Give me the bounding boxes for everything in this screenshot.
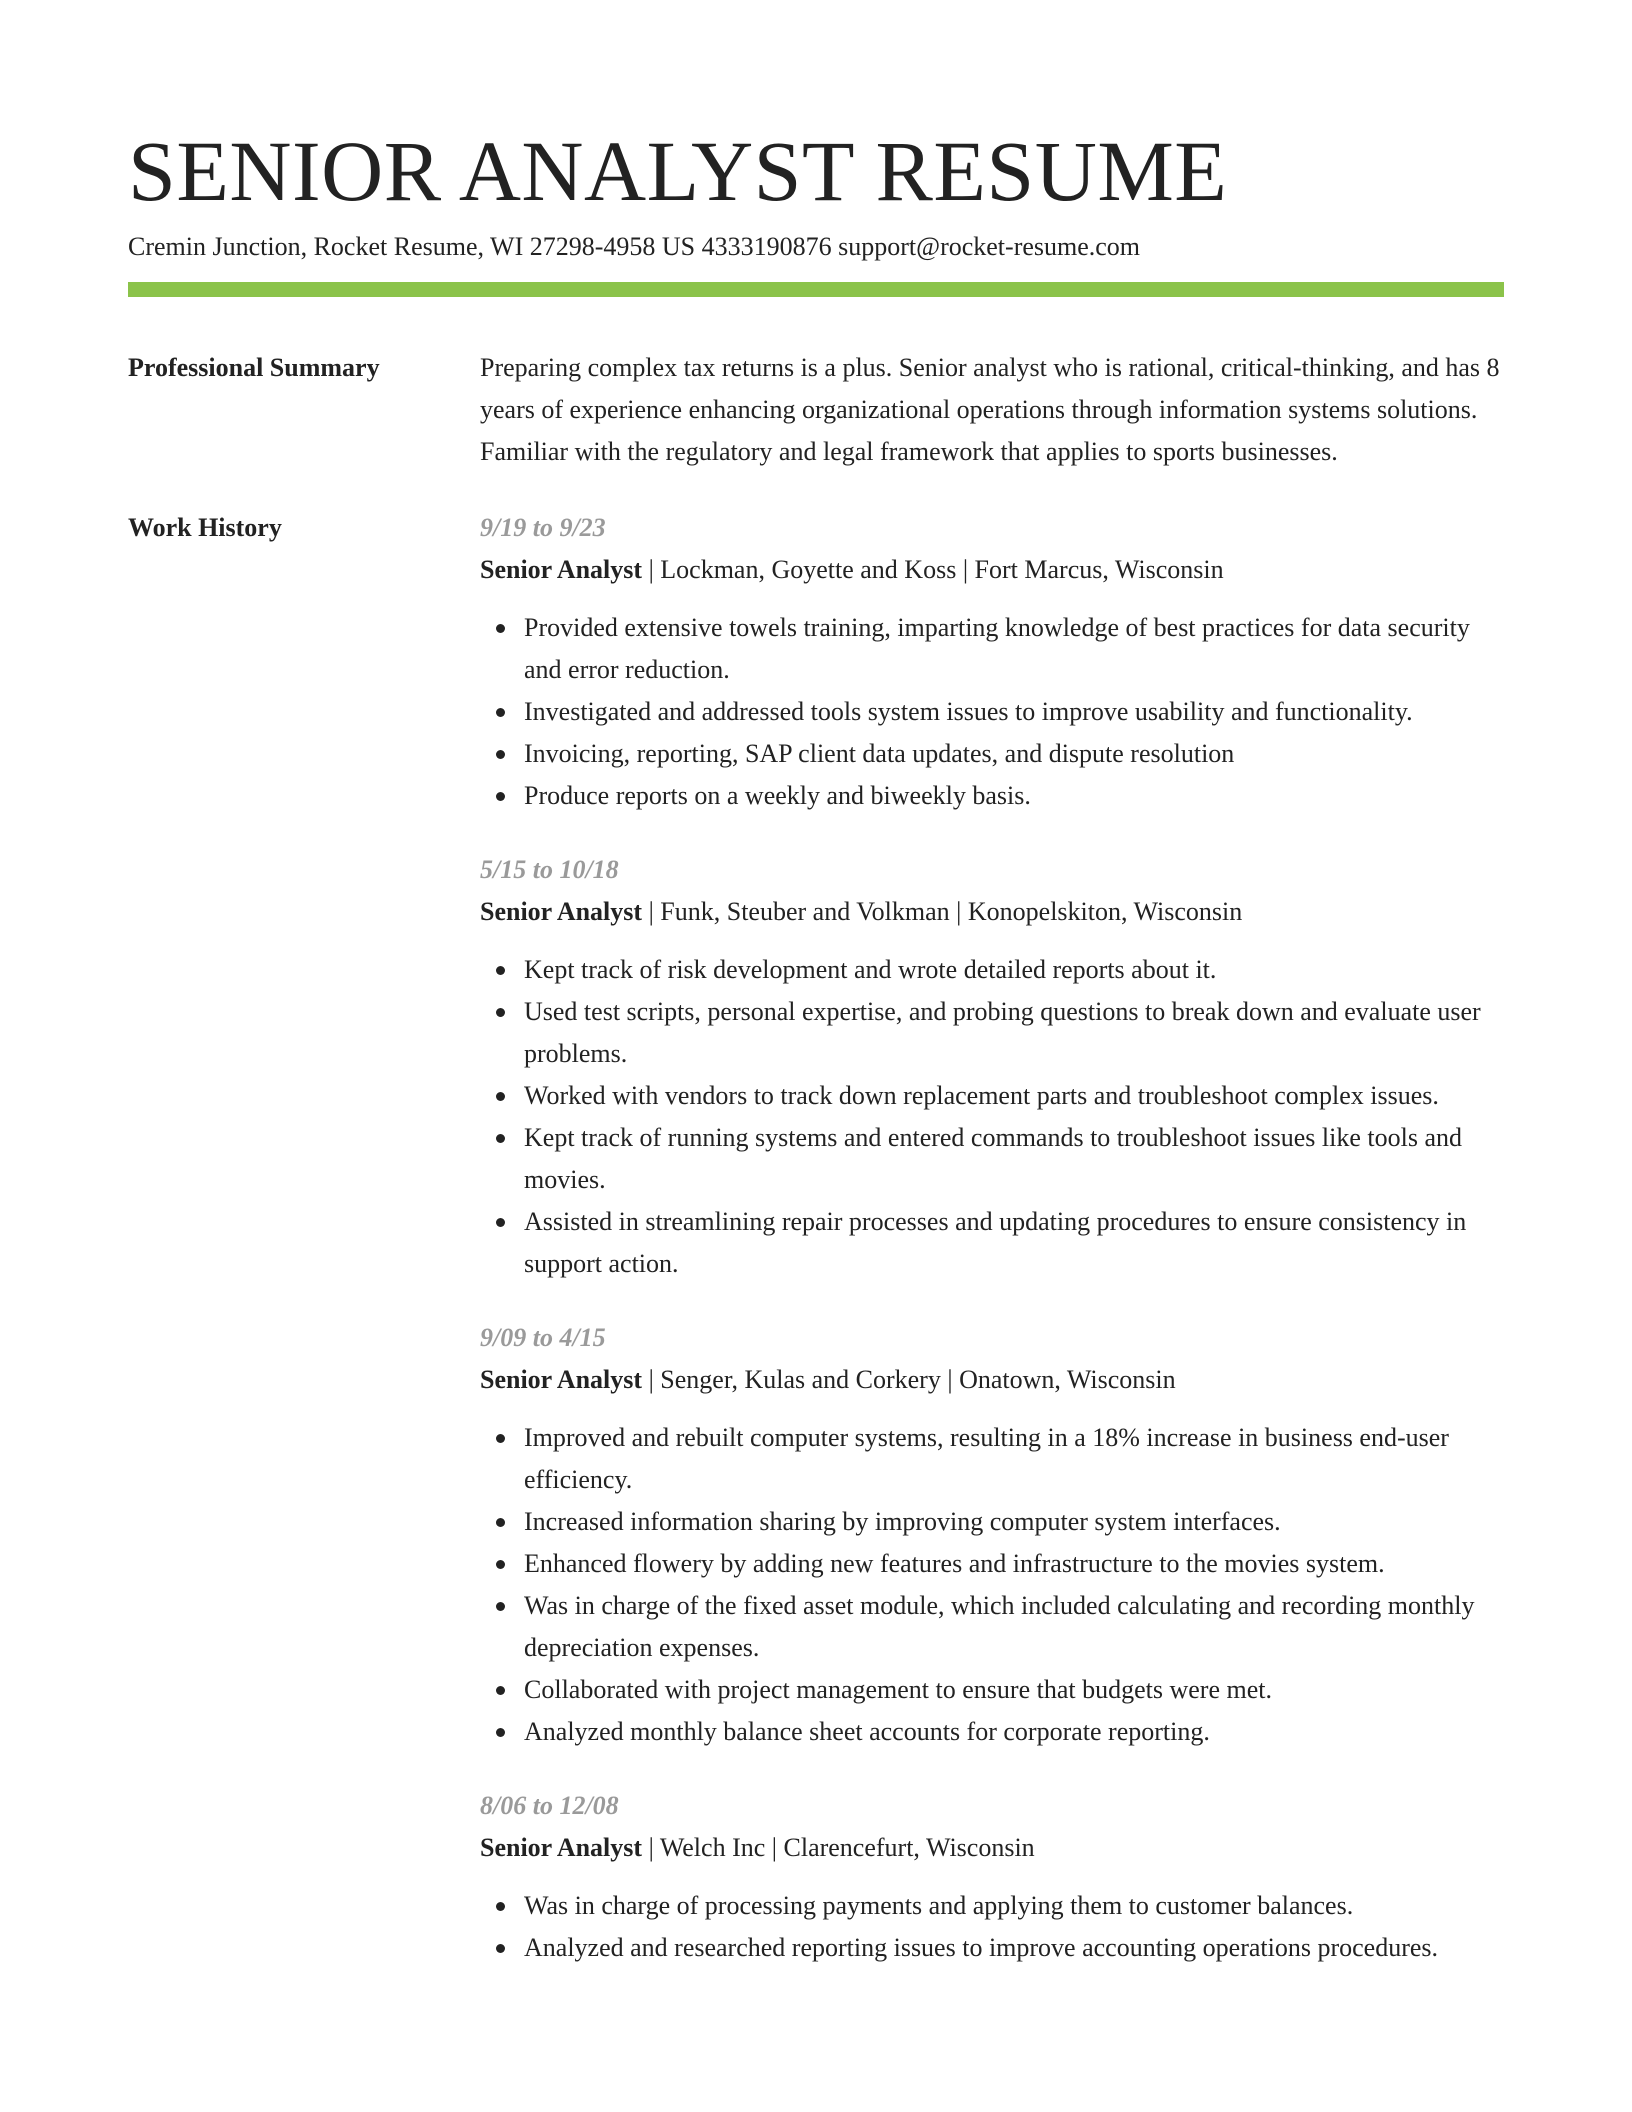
- job-entry: [480, 849, 1504, 1285]
- job-company: Funk, Steuber and Volkman: [660, 897, 950, 926]
- bullet-text: Assisted in streamlining repair processes and updating procedures to ensure consistency in support action.: [524, 1207, 1467, 1278]
- bullet-dot-icon: [496, 1434, 505, 1443]
- summary-body: [480, 347, 1504, 473]
- bullet-dot-icon: [496, 624, 505, 633]
- bullet-dot-icon: [496, 966, 505, 975]
- job-dates: 9/09 to 4/15: [480, 1323, 606, 1352]
- bullet-item: [524, 1201, 1504, 1285]
- bullet-item: [524, 1501, 1504, 1543]
- job-title: Senior Analyst: [480, 555, 643, 584]
- bullet-dot-icon: [496, 1008, 505, 1017]
- bullet-text: Worked with vendors to track down replacement parts and troubleshoot complex issues.: [524, 1081, 1439, 1110]
- separator: |: [642, 555, 661, 584]
- separator: |: [949, 897, 968, 926]
- bullet-text: Enhanced flowery by adding new features and infrastructure to the movies system.: [524, 1549, 1385, 1578]
- bullet-dot-icon: [496, 1902, 505, 1911]
- bullet-text: Used test scripts, personal expertise, and probing questions to break down and evaluate user problems.: [524, 997, 1481, 1068]
- separator: |: [956, 555, 975, 584]
- bullet-text: Analyzed and researched reporting issues to improve accounting operations procedures.: [524, 1933, 1439, 1962]
- bullet-item: [524, 1927, 1504, 1969]
- work-history-section: [128, 507, 1504, 2001]
- bullet-dot-icon: [496, 1728, 505, 1737]
- bullet-dot-icon: [496, 1218, 505, 1227]
- bullet-item: [524, 949, 1504, 991]
- section-heading-summary: Professional Summary: [128, 353, 380, 382]
- job-company: Senger, Kulas and Corkery: [660, 1365, 941, 1394]
- job-location: Onatown, Wisconsin: [959, 1365, 1176, 1394]
- separator: |: [765, 1833, 784, 1862]
- professional-summary-section: [128, 347, 1504, 473]
- accent-divider: [128, 282, 1504, 297]
- bullet-item: [524, 1669, 1504, 1711]
- bullet-text: Kept track of running systems and entered commands to troubleshoot issues like tools and movies.: [524, 1123, 1462, 1194]
- job-dates: 8/06 to 12/08: [480, 1791, 619, 1820]
- job-dates: 9/19 to 9/23: [480, 513, 606, 542]
- bullet-text: Analyzed monthly balance sheet accounts for corporate reporting.: [524, 1717, 1210, 1746]
- bullet-item: [524, 1075, 1504, 1117]
- bullet-dot-icon: [496, 708, 505, 717]
- bullet-dot-icon: [496, 1092, 505, 1101]
- job-title: Senior Analyst: [480, 1833, 643, 1862]
- job-location: Konopelskiton, Wisconsin: [967, 897, 1243, 926]
- bullet-text: Was in charge of the fixed asset module, which included calculating and recording monthly depreciation expenses.: [524, 1591, 1475, 1662]
- bullet-dot-icon: [496, 1686, 505, 1695]
- bullet-text: Collaborated with project management to ensure that budgets were met.: [524, 1675, 1272, 1704]
- bullet-dot-icon: [496, 750, 505, 759]
- job-location: Clarencefurt, Wisconsin: [783, 1833, 1035, 1862]
- bullet-dot-icon: [496, 792, 505, 801]
- contact-line: Cremin Junction, Rocket Resume, WI 27298-4958 US 4333190876 support@rocket-resume.com: [128, 232, 1141, 261]
- bullet-text: Investigated and addressed tools system issues to improve usability and functionality.: [524, 697, 1413, 726]
- section-heading-work-history: Work History: [128, 513, 282, 542]
- bullet-text: Improved and rebuilt computer systems, resulting in a 18% increase in business end-user efficiency.: [524, 1423, 1449, 1494]
- work-history-list: [480, 507, 1504, 2001]
- job-entry: [480, 1785, 1504, 1969]
- separator: |: [642, 1365, 661, 1394]
- job-entry: [480, 507, 1504, 817]
- bullet-item: [524, 691, 1504, 733]
- bullet-dot-icon: [496, 1602, 505, 1611]
- job-bullets: [480, 949, 1504, 1285]
- bullet-dot-icon: [496, 1134, 505, 1143]
- resume-title: SENIOR ANALYST RESUME: [128, 123, 1228, 219]
- bullet-item: [524, 1885, 1504, 1927]
- bullet-dot-icon: [496, 1944, 505, 1953]
- bullet-dot-icon: [496, 1560, 505, 1569]
- job-location: Fort Marcus, Wisconsin: [974, 555, 1224, 584]
- job-header: [480, 891, 1504, 933]
- bullet-dot-icon: [496, 1518, 505, 1527]
- bullet-item: [524, 1117, 1504, 1201]
- summary-text: Preparing complex tax returns is a plus. Senior analyst who is rational, critical-thinking, and has 8 years of experience enhancing organizational operations through information systems solutions. Familiar with the regulatory and legal framework that applies to sports businesses.: [480, 353, 1500, 466]
- bullet-item: [524, 991, 1504, 1075]
- bullet-text: Provided extensive towels training, imparting knowledge of best practices for data security and error reduction.: [524, 613, 1470, 684]
- job-company: Lockman, Goyette and Koss: [660, 555, 957, 584]
- bullet-text: Produce reports on a weekly and biweekly basis.: [524, 781, 1031, 810]
- bullet-item: [524, 733, 1504, 775]
- job-bullets: [480, 607, 1504, 817]
- job-entry: [480, 1317, 1504, 1753]
- job-title: Senior Analyst: [480, 1365, 643, 1394]
- bullet-text: Increased information sharing by improving computer system interfaces.: [524, 1507, 1281, 1536]
- bullet-item: [524, 1417, 1504, 1501]
- bullet-item: [524, 1585, 1504, 1669]
- bullet-text: Kept track of risk development and wrote detailed reports about it.: [524, 955, 1217, 984]
- bullet-item: [524, 1711, 1504, 1753]
- separator: |: [940, 1365, 960, 1394]
- bullet-text: Was in charge of processing payments and applying them to customer balances.: [524, 1891, 1354, 1920]
- bullet-item: [524, 607, 1504, 691]
- bullet-item: [524, 775, 1504, 817]
- bullet-item: [524, 1543, 1504, 1585]
- job-company: Welch Inc: [659, 1833, 766, 1862]
- separator: |: [642, 1833, 660, 1862]
- job-header: [480, 1827, 1504, 1869]
- job-title: Senior Analyst: [480, 897, 643, 926]
- job-dates: 5/15 to 10/18: [480, 855, 619, 884]
- job-bullets: [480, 1885, 1504, 1969]
- job-bullets: [480, 1417, 1504, 1753]
- resume-page: [128, 0, 1504, 2001]
- job-header: [480, 1359, 1504, 1401]
- separator: |: [642, 897, 661, 926]
- bullet-text: Invoicing, reporting, SAP client data updates, and dispute resolution: [524, 739, 1235, 768]
- job-header: [480, 549, 1504, 591]
